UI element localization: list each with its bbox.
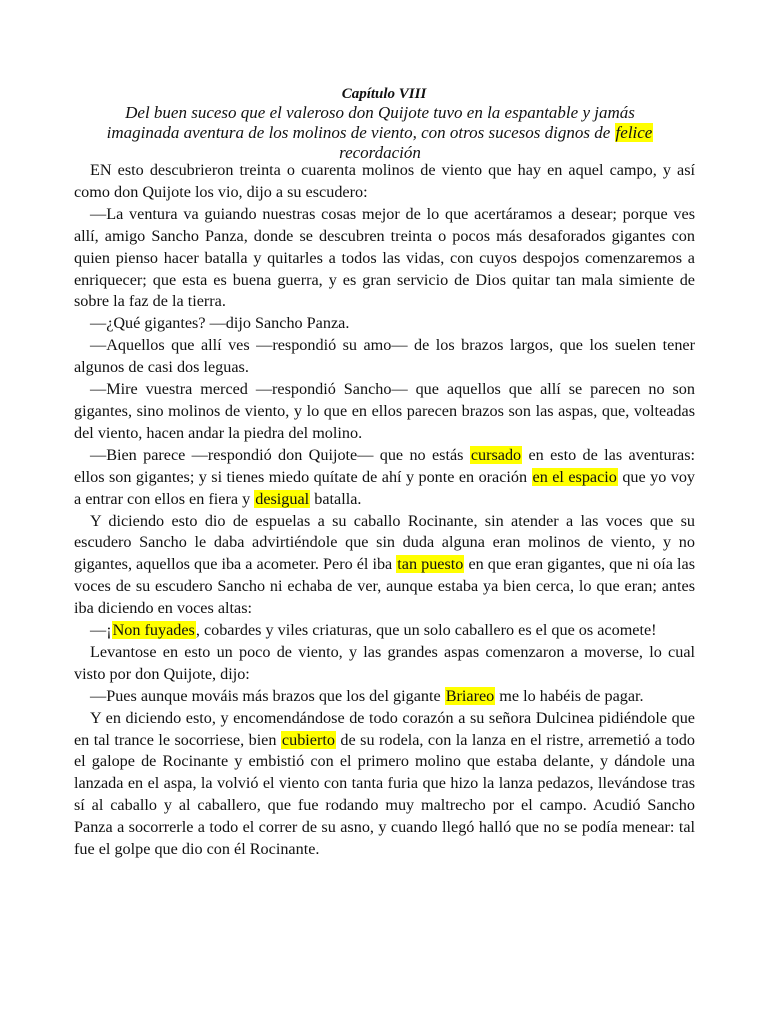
paragraph: Y en diciendo esto, y encomendándose de todo corazón a su señora Dulcinea pidiéndole que en tal trance le socorriese, bien cubierto de su rodela, con la lanza en el ristre, arremetió a todo el galope de Rocinante y embistió con el primero molino que estaba delante, y dándole una lanzada en el aspa, la volvió el viento con tanta furia que hizo la lanza pedazos, llevándose tras sí al caballo y al caballero, que fue rodando muy maltrecho por el campo. Acudió Sancho Panza a socorrerle a todo el correr de su asno, y cuando llegó halló que no se podía menear: tal fue el golpe que dio con él Rocinante. (74, 708, 695, 859)
highlighted-term: cubierto (281, 730, 335, 749)
highlighted-term: tan puesto (397, 555, 464, 574)
highlighted-term: Non fuyades (112, 621, 195, 640)
paragraph: Y diciendo esto dio de espuelas a su caballo Rocinante, sin atender a las voces que su escudero Sancho le daba advirtiéndole que sin duda alguna eran molinos de viento, y no gigantes, aquellos que iba a acometer. Pero él iba tan puesto en que eran gigantes, que ni oía las voces de su escudero Sancho ni echaba de ver, aunque estaba ya bien cerca, lo que eran; antes iba diciendo en voces altas: (74, 511, 695, 618)
paragraph: —La ventura va guiando nuestras cosas mejor de lo que acertáramos a desear; porque ves allí, amigo Sancho Panza, donde se descubren treinta o pocos más desaforados gigantes con quien pienso hacer batalla y quitarles a todos las vidas, con cuyos despojos comenzaremos a enriquecer; que esta es buena guerra, y es gran servicio de Dios quitar tan mala simiente de sobre la faz de la tierra. (74, 204, 695, 311)
paragraph: —Pues aunque mováis más brazos que los del gigante Briareo me lo habéis de pagar. (90, 686, 644, 705)
paragraph: —Bien parece —respondió don Quijote— que no estás cursado en esto de las aventuras: ellos son gigantes; y si tienes miedo quítate de ahí y ponte en oración en el espacio que yo voy a entrar con ellos en fiera y desigual batalla. (74, 445, 696, 508)
paragraph: Levantose en esto un poco de viento, y las grandes aspas comenzaron a moverse, lo cual visto por don Quijote, dijo: (74, 642, 695, 683)
paragraph: EN esto descubrieron treinta o cuarenta molinos de viento que hay en aquel campo, y así como don Quijote los vio, dijo a su escudero: (74, 161, 695, 201)
chapter-body (74, 160, 695, 861)
highlighted-term: cursado (470, 445, 522, 464)
paragraph: —¡Non fuyades, cobardes y viles criaturas, que un solo caballero es el que os acomete! (90, 621, 657, 640)
chapter-subtitle: Del buen suceso que el valeroso don Quijote tuvo en la espantable y jamás imaginada aventura de los molinos de viento, con otros sucesos dignos de felice recordación (106, 103, 653, 162)
paragraph: —¿Qué gigantes? —dijo Sancho Panza. (90, 314, 350, 333)
paragraph: —Mire vuestra merced —respondió Sancho— que aquellos que allí se parecen no son gigantes, sino molinos de viento, y lo que en ellos parecen brazos son las aspas, que, volteadas del viento, hacen andar la piedra del molino. (74, 380, 695, 442)
highlighted-term: felice (615, 123, 653, 142)
paragraph: —Aquellos que allí ves —respondió su amo— de los brazos largos, que los suelen tener algunos de casi dos leguas. (74, 336, 695, 377)
highlighted-term: en el espacio (532, 467, 617, 486)
chapter-title: Capítulo VIII (341, 86, 427, 102)
highlighted-term: Briareo (445, 686, 495, 705)
highlighted-term: desigual (255, 489, 310, 508)
